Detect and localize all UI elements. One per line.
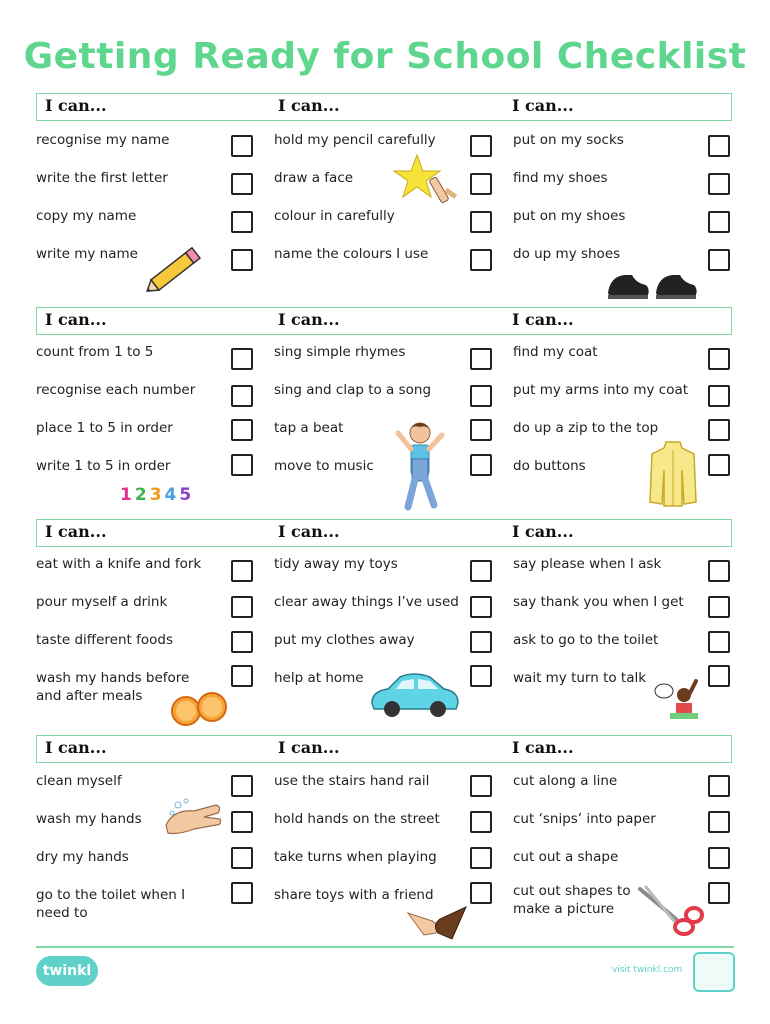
checkbox[interactable] xyxy=(231,811,253,833)
checklist-item: cut along a line xyxy=(513,773,618,789)
column-header: I can... xyxy=(278,96,340,115)
child-raising-hand-icon xyxy=(654,679,700,723)
checkbox[interactable] xyxy=(708,249,730,271)
checklist-item: clean myself xyxy=(36,773,122,789)
checklist-item: recognise my name xyxy=(36,132,170,148)
checklist-item: tap a beat xyxy=(274,420,344,436)
holding-hands-icon xyxy=(406,903,468,945)
checklist-item: use the stairs hand rail xyxy=(274,773,430,789)
checkbox[interactable] xyxy=(470,173,492,195)
checkbox[interactable] xyxy=(231,385,253,407)
checklist-section-4 xyxy=(36,735,734,945)
toy-car-icon xyxy=(368,669,460,721)
checkbox[interactable] xyxy=(470,419,492,441)
column-header: I can... xyxy=(278,310,340,329)
checklist-item: write the first letter xyxy=(36,170,168,186)
checkbox[interactable] xyxy=(708,419,730,441)
checklist-item: place 1 to 5 in order xyxy=(36,420,173,436)
checklist-item: sing simple rhymes xyxy=(274,344,406,360)
checklist-item: move to music xyxy=(274,458,374,474)
checkbox[interactable] xyxy=(231,249,253,271)
checklist-item: find my coat xyxy=(513,344,598,360)
checkbox[interactable] xyxy=(708,454,730,476)
checkbox[interactable] xyxy=(708,811,730,833)
checklist-item: wait my turn to talk xyxy=(513,670,647,686)
checklist-item: put on my socks xyxy=(513,132,624,148)
checklist-item: tidy away my toys xyxy=(274,556,398,572)
checklist-item: write my name xyxy=(36,246,138,262)
checklist-item: recognise each number xyxy=(36,382,196,398)
number-glyph: 1 xyxy=(120,485,135,505)
checkbox[interactable] xyxy=(470,211,492,233)
checklist-item: put my clothes away xyxy=(274,632,415,648)
column-header: I can... xyxy=(512,738,574,757)
checklist-item: say please when I ask xyxy=(513,556,662,572)
checklist-item: go to the toilet when I need to xyxy=(36,887,186,921)
checklist-item: write 1 to 5 in order xyxy=(36,458,171,474)
checklist-item: do up my shoes xyxy=(513,246,621,262)
checkbox[interactable] xyxy=(470,811,492,833)
checklist-item: colour in carefully xyxy=(274,208,395,224)
checklist-item: take turns when playing xyxy=(274,849,437,865)
checkbox[interactable] xyxy=(231,560,253,582)
checkbox[interactable] xyxy=(231,454,253,476)
column-header: I can... xyxy=(512,522,574,541)
checklist-item: wash my hands xyxy=(36,811,142,827)
checkbox[interactable] xyxy=(231,211,253,233)
checklist-section-2 xyxy=(36,307,734,512)
column-header: I can... xyxy=(45,96,107,115)
column-header: I can... xyxy=(45,522,107,541)
checkbox[interactable] xyxy=(470,135,492,157)
checkbox[interactable] xyxy=(708,631,730,653)
checklist-item: draw a face xyxy=(274,170,354,186)
checklist-item: share toys with a friend xyxy=(274,887,434,903)
checkbox[interactable] xyxy=(708,596,730,618)
checklist-section-3 xyxy=(36,519,734,729)
checklist-item: find my shoes xyxy=(513,170,608,186)
checklist-item: say thank you when I get xyxy=(513,594,684,610)
shoes-icon xyxy=(606,263,700,303)
numbers-1-to-5 xyxy=(120,485,194,505)
checkbox[interactable] xyxy=(231,596,253,618)
checkbox[interactable] xyxy=(708,135,730,157)
page-title: Getting Ready for School Checklist xyxy=(23,36,747,77)
checklist-item: hold hands on the street xyxy=(274,811,440,827)
checkbox[interactable] xyxy=(231,665,253,687)
number-glyph: 5 xyxy=(179,485,195,505)
column-header: I can... xyxy=(278,522,340,541)
checklist-item: dry my hands xyxy=(36,849,129,865)
checklist-item: pour myself a drink xyxy=(36,594,168,610)
checkbox[interactable] xyxy=(231,173,253,195)
checklist-item: help at home xyxy=(274,670,364,686)
checklist-item: name the colours I use xyxy=(274,246,429,262)
checkbox[interactable] xyxy=(708,775,730,797)
checklist-item: clear away things I’ve used xyxy=(274,594,459,610)
column-header: I can... xyxy=(45,310,107,329)
checklist-item: wash my hands before and after meals xyxy=(36,670,190,704)
checkbox[interactable] xyxy=(708,847,730,869)
checkbox[interactable] xyxy=(470,882,492,904)
checkbox[interactable] xyxy=(470,631,492,653)
footer-divider xyxy=(36,946,734,948)
checklist-item: ask to go to the toilet xyxy=(513,632,659,648)
star-drawing-icon xyxy=(393,153,461,209)
number-glyph: 4 xyxy=(164,485,180,505)
checklist-item: put on my shoes xyxy=(513,208,626,224)
orange-slices-icon xyxy=(170,691,228,727)
scissors-icon xyxy=(636,885,706,941)
checkbox[interactable] xyxy=(708,665,730,687)
column-header: I can... xyxy=(45,738,107,757)
checkbox[interactable] xyxy=(470,775,492,797)
number-glyph: 2 xyxy=(134,485,150,505)
checkbox[interactable] xyxy=(708,560,730,582)
checkbox[interactable] xyxy=(231,135,253,157)
washing-hands-icon xyxy=(164,795,224,843)
checklist-item: copy my name xyxy=(36,208,137,224)
checkbox[interactable] xyxy=(470,454,492,476)
checkbox[interactable] xyxy=(470,665,492,687)
checklist-item: taste different foods xyxy=(36,632,173,648)
checklist-item: put my arms into my coat xyxy=(513,382,689,398)
twinkl-logo: twinkl xyxy=(36,956,98,986)
checkbox[interactable] xyxy=(231,419,253,441)
checkbox[interactable] xyxy=(470,385,492,407)
dancing-child-icon xyxy=(394,415,446,515)
checklist-item: do up a zip to the top xyxy=(513,420,659,436)
checkbox[interactable] xyxy=(470,847,492,869)
checklist-item: cut ‘snips’ into paper xyxy=(513,811,656,827)
checkbox[interactable] xyxy=(470,596,492,618)
checkbox[interactable] xyxy=(708,211,730,233)
checklist-item: count from 1 to 5 xyxy=(36,344,154,360)
checkbox[interactable] xyxy=(231,348,253,370)
column-header: I can... xyxy=(278,738,340,757)
visit-link[interactable]: visit twinkl.com xyxy=(612,965,683,975)
checkbox[interactable] xyxy=(708,385,730,407)
pencil-icon xyxy=(140,239,210,301)
section-header xyxy=(36,519,732,547)
checkbox[interactable] xyxy=(231,775,253,797)
checkbox[interactable] xyxy=(708,173,730,195)
raincoat-icon xyxy=(648,440,698,508)
checkbox[interactable] xyxy=(470,560,492,582)
checklist-item: cut out shapes to make a picture xyxy=(513,883,631,917)
checklist-item: do buttons xyxy=(513,458,586,474)
section-header xyxy=(36,307,732,335)
checkbox[interactable] xyxy=(470,249,492,271)
checkbox[interactable] xyxy=(231,631,253,653)
section-header xyxy=(36,735,732,763)
checkbox[interactable] xyxy=(708,348,730,370)
checkbox[interactable] xyxy=(708,882,730,904)
checklist-item: cut out a shape xyxy=(513,849,619,865)
number-glyph: 3 xyxy=(149,485,165,505)
quality-badge-icon xyxy=(693,952,735,992)
checklist-item: hold my pencil carefully xyxy=(274,132,436,148)
checkbox[interactable] xyxy=(470,348,492,370)
column-header: I can... xyxy=(512,310,574,329)
checkbox[interactable] xyxy=(231,882,253,904)
section-header xyxy=(36,93,732,121)
checkbox[interactable] xyxy=(231,847,253,869)
checklist-item: eat with a knife and fork xyxy=(36,556,202,572)
checklist-item: sing and clap to a song xyxy=(274,382,432,398)
column-header: I can... xyxy=(512,96,574,115)
checklist-section-1 xyxy=(36,93,734,293)
